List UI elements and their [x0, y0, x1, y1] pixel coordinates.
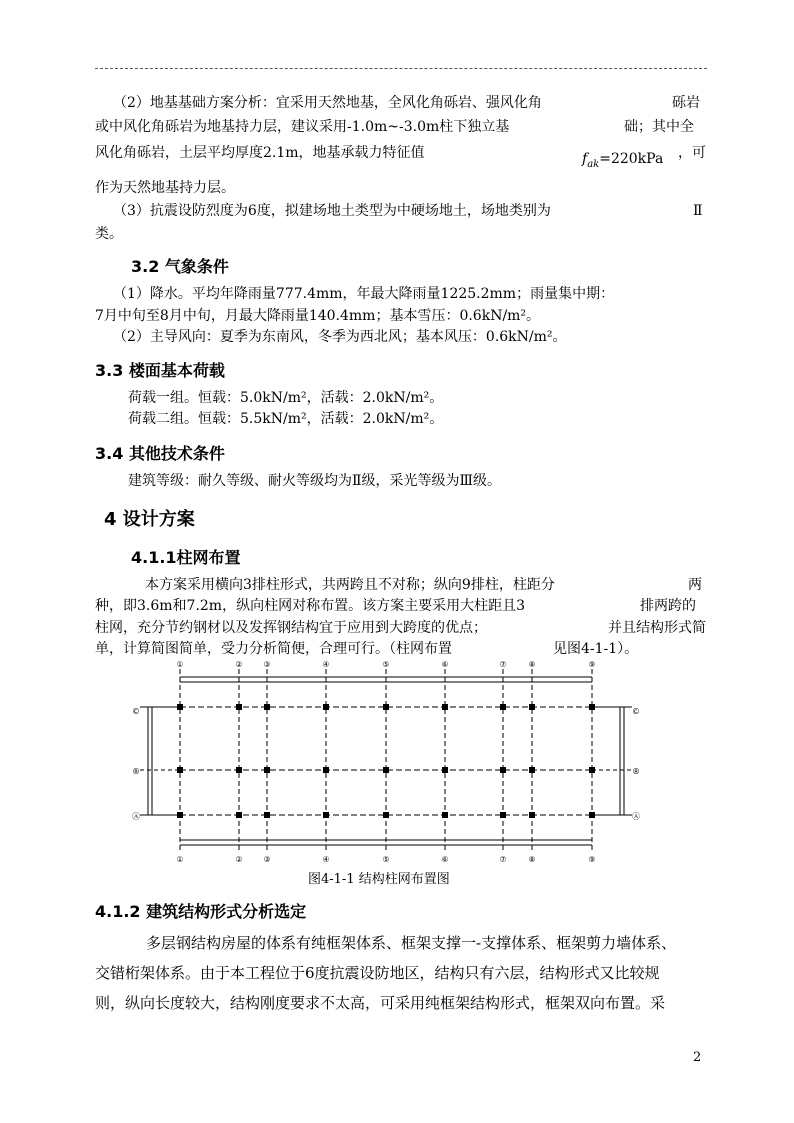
grid-label: ⑤	[382, 855, 390, 864]
grid-label: Ⓐ	[132, 812, 140, 821]
para-seismic-line1-end: Ⅱ	[693, 203, 703, 219]
para-rain-line1: （1）降水。平均年降雨量777.4mm，年最大降雨量1225.2mm；雨量集中期：	[113, 286, 615, 302]
para-grid-line2-end: 排两跨的	[640, 598, 696, 614]
para-foundation-line1: （2）地基基础方案分析：宜采用天然地基，全风化角砾岩、强风化角	[113, 95, 542, 111]
grid-label: ④	[322, 855, 330, 864]
para-grid-line1-end: 两	[688, 577, 702, 593]
grid-label: ⑦	[499, 660, 507, 669]
column-grid-drawing	[132, 657, 640, 865]
para-grid-line4: 单，计算简图简单，受力分析简便，合理可行。（柱网布置	[95, 641, 452, 657]
grid-label: ③	[263, 855, 271, 864]
grid-label: ⑧	[528, 855, 536, 864]
para-foundation-line1-end: 砾岩	[672, 95, 700, 111]
para-foundation-line3: 风化角砾岩，土层平均厚度2.1m，地基承载力特征值	[95, 145, 425, 161]
grid-label: ②	[235, 660, 243, 669]
para-structure-line3: 则，纵向长度较大，结构刚度要求不太高，可采用纯框架结构形式，框架双向布置。采	[95, 994, 666, 1012]
para-grid-line2: 种，即3.6m和7.2m，纵向柱网对称布置。该方案主要采用大柱距且3	[95, 598, 525, 614]
heading-3-4: 3.4 其他技术条件	[95, 444, 225, 463]
heading-3-2: 3.2 气象条件	[131, 257, 229, 276]
para-structure-line1: 多层钢结构房屋的体系有纯框架体系、框架支撑一-支撑体系、框架剪力墙体系、	[146, 934, 677, 952]
para-foundation-line2-end: 础；其中全	[624, 119, 694, 135]
grid-label: ®	[132, 767, 140, 776]
grid-label: ①	[176, 660, 184, 669]
para-grid-line4-end: 见图4-1-1）。	[553, 641, 639, 657]
grid-label: ①	[176, 855, 184, 864]
para-seismic-line1: （3）抗震设防烈度为6度，拟建场地土类型为中硬场地土，场地类别为	[113, 203, 551, 219]
grid-label: ⑦	[499, 855, 507, 864]
para-rain-line2: 7月中旬至8月中旬，月最大降雨量140.4mm；基本雪压：0.6kN/m²。	[95, 308, 541, 324]
header-rule	[95, 68, 707, 69]
para-building-grade: 建筑等级：耐久等级、耐火等级均为Ⅱ级，采光等级为Ⅲ级。	[128, 473, 502, 489]
column-grid-figure	[132, 657, 640, 865]
heading-4: 4 设计方案	[104, 509, 195, 530]
para-foundation-line3-end: ，可	[678, 145, 706, 161]
grid-label: Ⓐ	[632, 812, 640, 821]
grid-label: ®	[632, 767, 640, 776]
grid-label: ⑤	[382, 660, 390, 669]
grid-label: ⑨	[588, 660, 596, 669]
para-foundation-line2: 或中风化角砾岩为地基持力层，建议采用-1.0m~-3.0m柱下独立基	[95, 119, 510, 135]
formula-fak: $f_{ak}=220kPa$	[582, 151, 664, 170]
grid-label: ⑧	[528, 660, 536, 669]
para-seismic-line2: 类。	[95, 226, 123, 242]
para-grid-line3: 柱网，充分节约钢材以及发挥钢结构宜于应用到大跨度的优点；	[95, 620, 487, 636]
grid-label: ©	[632, 707, 640, 716]
grid-label: ⑥	[441, 855, 449, 864]
para-structure-line2: 交错桁架体系。由于本工程位于6度抗震设防地区，结构只有六层，结构形式又比较规	[95, 964, 660, 982]
para-load-group1: 荷载一组。恒载：5.0kN/m²，活载：2.0kN/m²。	[128, 390, 444, 406]
para-foundation-line4: 作为天然地基持力层。	[95, 180, 235, 196]
para-wind: （2）主导风向：夏季为东南风，冬季为西北风；基本风压：0.6kN/m²。	[113, 329, 567, 345]
heading-3-3: 3.3 楼面基本荷载	[95, 361, 225, 380]
grid-label: ⑥	[441, 660, 449, 669]
heading-4-1-1: 4.1.1柱网布置	[131, 548, 241, 567]
para-grid-line1: 本方案采用横向3排柱形式，共两跨且不对称；纵向9排柱，柱距分	[145, 577, 555, 593]
grid-label: ④	[322, 660, 330, 669]
para-load-group2: 荷载二组。恒载：5.5kN/m²，活载：2.0kN/m²。	[128, 411, 444, 427]
grid-label: ②	[235, 855, 243, 864]
grid-label: ⑨	[588, 855, 596, 864]
page-number: 2	[693, 1050, 702, 1065]
heading-4-1-2: 4.1.2 建筑结构形式分析选定	[95, 902, 307, 921]
para-grid-line3-end: 并且结构形式简	[608, 620, 706, 636]
grid-label: ③	[263, 660, 271, 669]
grid-label: ©	[132, 707, 140, 716]
figure-caption: 图4-1-1 结构柱网布置图	[308, 872, 450, 887]
